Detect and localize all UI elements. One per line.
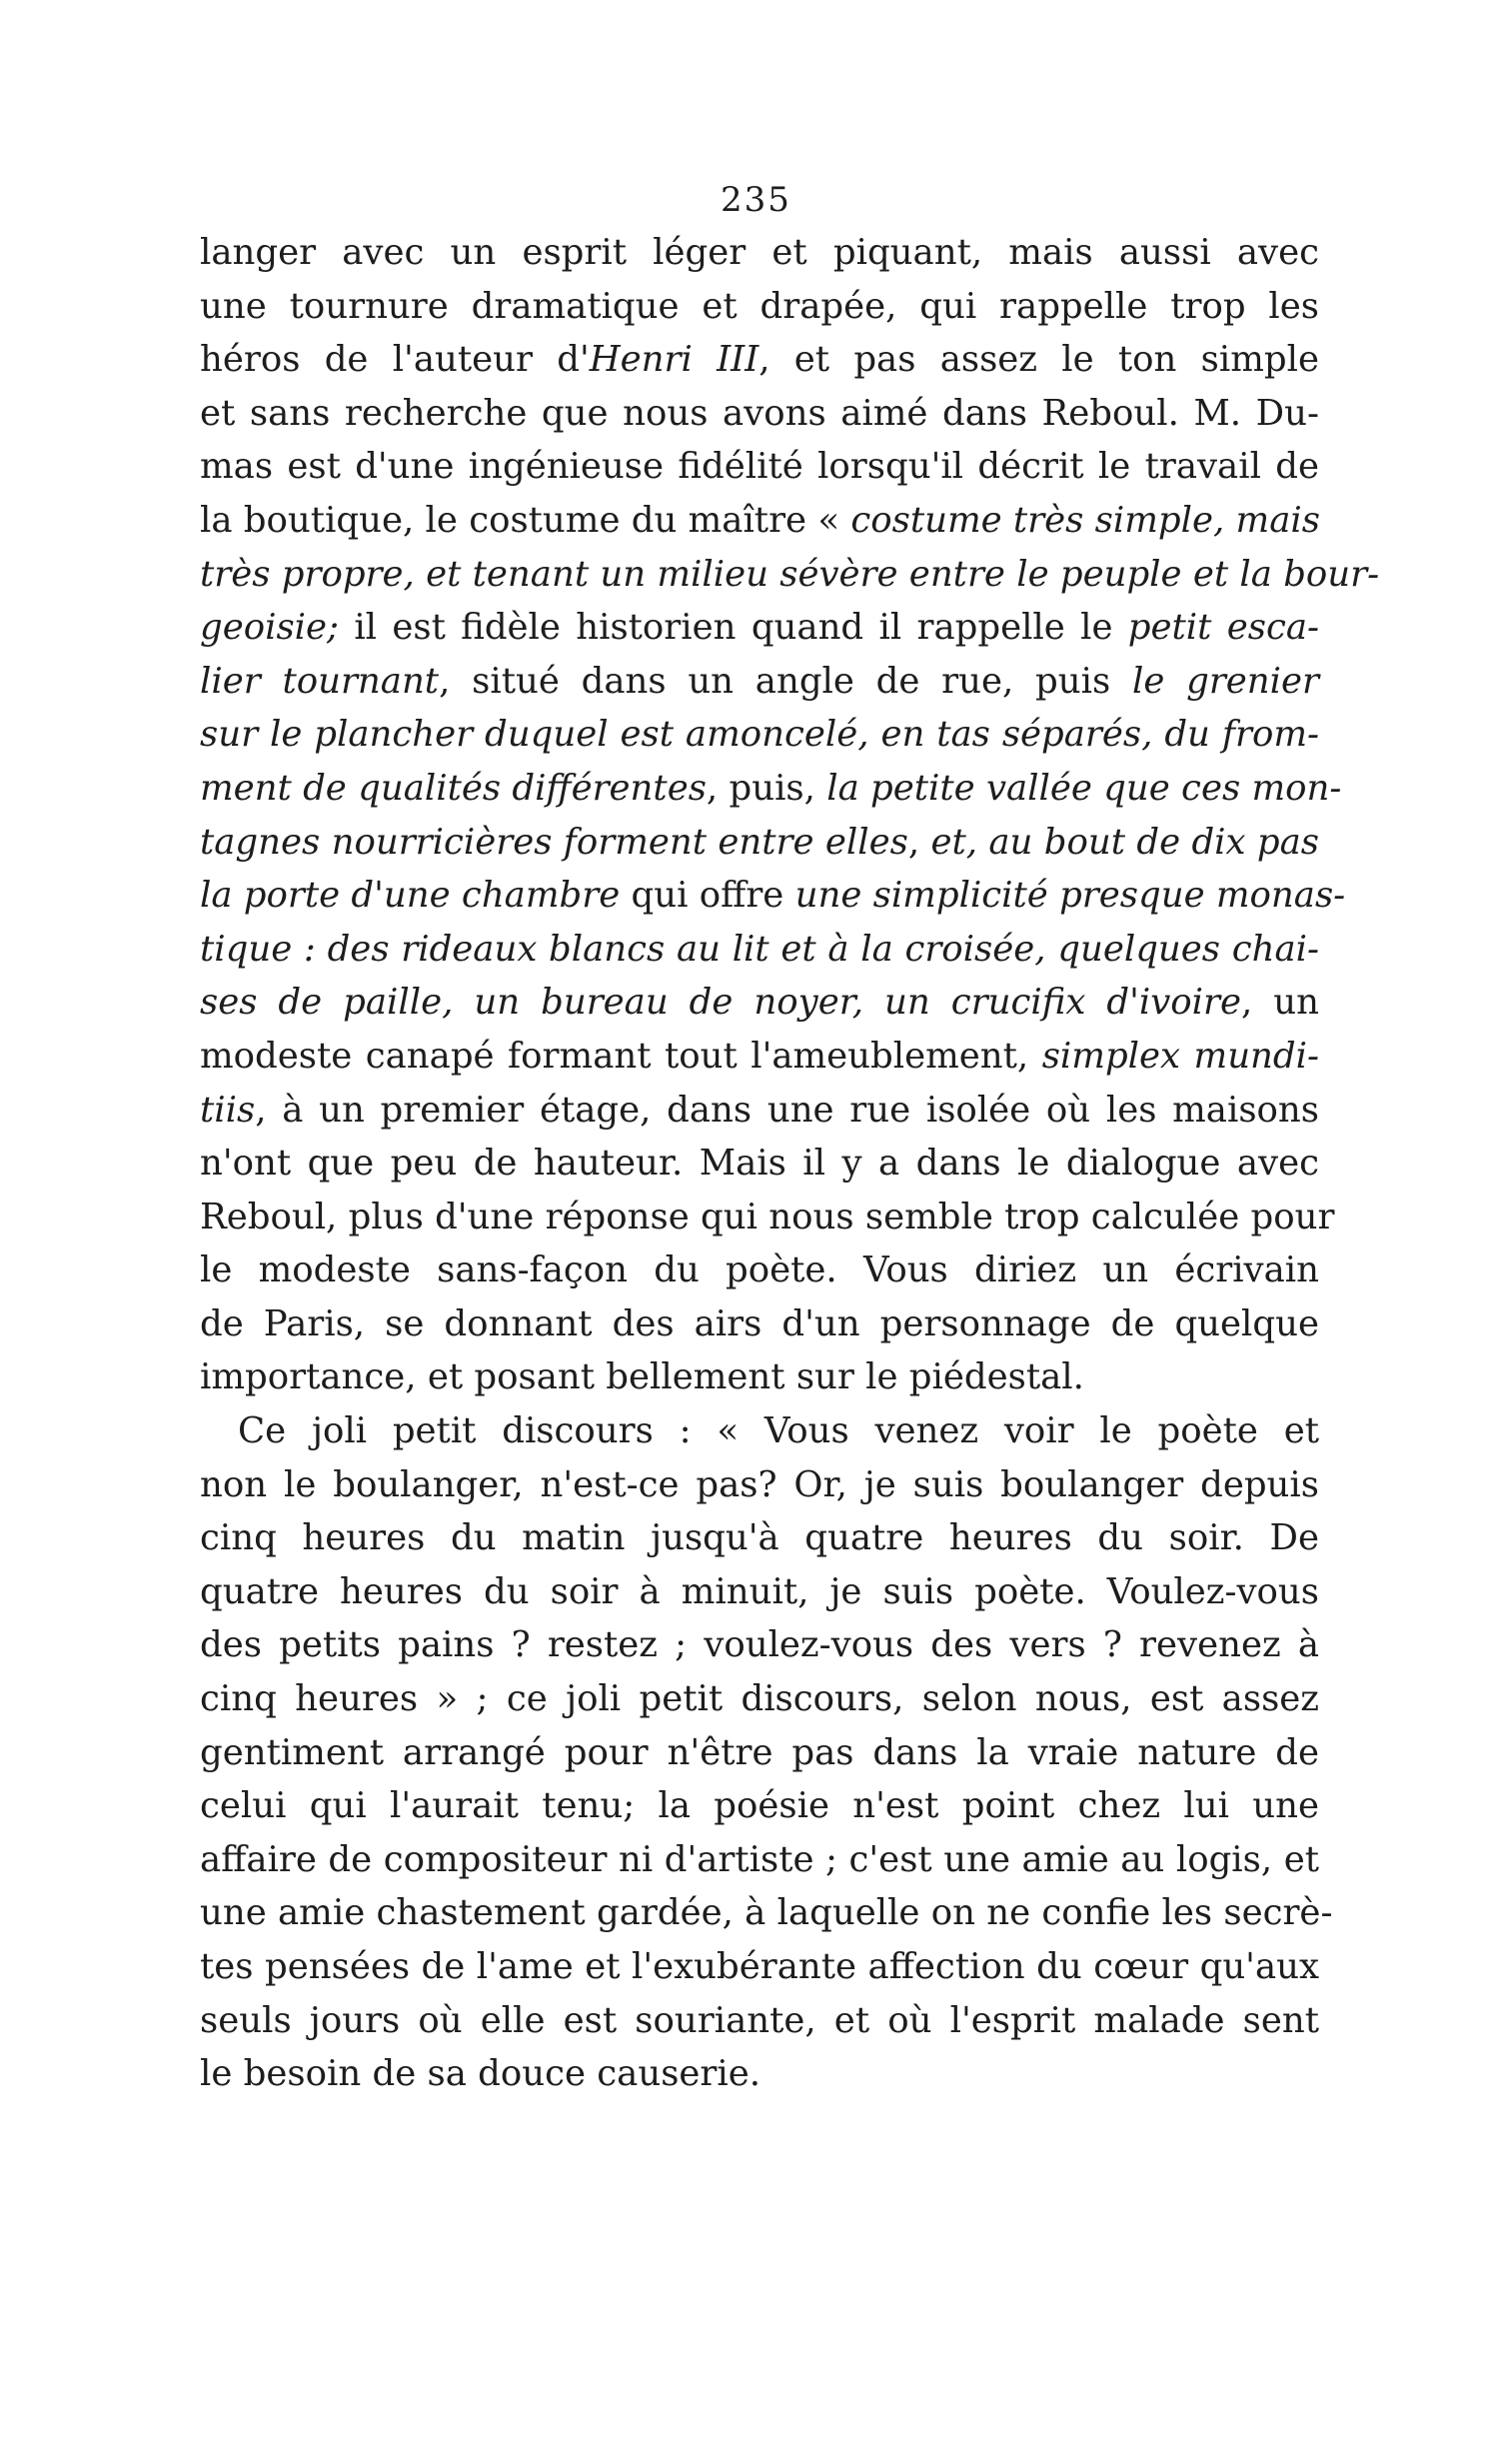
text-run: cinq heures du matin jusqu'à quatre heures du soir. De — [200, 1517, 1319, 1559]
text-run: importance, et posant bellement sur le piédestal. — [200, 1356, 1084, 1398]
italic-text: Henri III — [589, 339, 759, 381]
text-line — [200, 1940, 1319, 1994]
text-line — [200, 1030, 1319, 1084]
text-run: une tournure dramatique et drapée, qui rappelle trop les — [200, 285, 1319, 327]
text-line — [200, 1404, 1319, 1458]
text-run: héros de l'auteur d' — [200, 339, 590, 381]
text-line — [200, 1726, 1319, 1780]
italic-text: ment de qualités différentes — [200, 767, 707, 809]
text-line — [200, 762, 1342, 816]
text-run: cinq heures » ; ce joli petit discours, selon nous, est assez — [200, 1678, 1319, 1720]
text-run: Reboul, plus d'une réponse qui nous semble trop calculée pour — [200, 1196, 1335, 1237]
text-run: modeste canapé formant tout l'ameublement, — [200, 1035, 1042, 1077]
italic-text: simplex mundi- — [1041, 1035, 1319, 1077]
text-run: , puis, — [706, 767, 827, 809]
text-run: n'ont que peu de hauteur. Mais il y a dans le dialogue avec — [200, 1143, 1319, 1185]
text-run: , et pas assez le ton simple — [758, 339, 1319, 381]
text-run: gentiment arrangé pour n'être pas dans la vraie nature de — [200, 1731, 1319, 1773]
text-line — [200, 816, 1319, 870]
text-run: , à un premier étage, dans une rue isolée où les maisons — [255, 1089, 1319, 1131]
text-line — [200, 1243, 1319, 1297]
italic-text: une simplicité presque monas- — [794, 875, 1346, 917]
text-line — [200, 1886, 1333, 1940]
text-line — [200, 708, 1319, 762]
text-run: , — [907, 821, 931, 863]
text-line — [200, 333, 1319, 387]
text-line — [200, 1618, 1319, 1672]
italic-text: tique : des rideaux blancs au lit et à la croisée, quelques chai- — [200, 928, 1319, 970]
text-run: , situé dans un angle de rue, puis — [439, 660, 1132, 702]
text-line — [200, 1672, 1319, 1726]
text-run: le modeste sans-façon du poète. Vous diriez un écrivain — [200, 1249, 1319, 1291]
text-run: seuls jours où elle est souriante, et où l'esprit malade sent — [200, 1999, 1319, 2041]
italic-text: lier tournant — [200, 660, 440, 702]
text-line — [200, 280, 1319, 334]
text-run: mas est d'une ingénieuse fidélité lorsqu'il décrit le travail de — [200, 446, 1319, 488]
text-run: tes pensées de l'ame et l'exubérante affection du cœur qu'aux — [200, 1946, 1319, 1987]
italic-text: tiis — [200, 1089, 256, 1131]
text-line — [200, 1137, 1319, 1191]
text-run: celui qui l'aurait tenu; la poésie n'est point chez lui une — [200, 1785, 1319, 1827]
italic-text: la porte d'une chambre — [200, 875, 621, 917]
text-line — [200, 923, 1319, 977]
text-line — [200, 1350, 1319, 1404]
page-number: 235 — [721, 180, 791, 220]
text-line — [200, 2047, 1319, 2101]
body-text — [200, 226, 1380, 2101]
text-line — [200, 655, 1319, 709]
text-line — [200, 1994, 1319, 2048]
text-line — [200, 1458, 1319, 1512]
text-line — [200, 226, 1319, 280]
text-run: non le boulanger, n'est-ce pas? Or, je suis boulanger depuis — [200, 1463, 1319, 1505]
italic-text: tagnes nourricières forment entre elles — [200, 821, 908, 863]
italic-text: très propre, et tenant un milieu sévère entre le peuple et la bour- — [200, 553, 1380, 595]
text-run: et sans recherche que nous avons aimé dans Reboul. M. Du- — [200, 392, 1319, 434]
text-line — [200, 440, 1319, 494]
text-line — [200, 1565, 1319, 1619]
text-line — [200, 1191, 1335, 1244]
text-line — [200, 1779, 1319, 1833]
italic-text: geoisie; — [200, 607, 340, 649]
italic-text: la petite vallée que ces mon- — [826, 767, 1342, 809]
italic-text: sur le plancher duquel est amoncelé, en tas séparés, du from- — [200, 714, 1319, 756]
text-line — [200, 494, 1319, 548]
text-line — [200, 548, 1380, 602]
text-run: une amie chastement gardée, à laquelle on ne confie les secrè- — [200, 1892, 1333, 1934]
text-line — [200, 869, 1346, 923]
text-run: le besoin de sa douce causerie. — [200, 2053, 761, 2095]
italic-text: et, au bout de dix pas — [930, 821, 1319, 863]
italic-text: ses de paille, un bureau de noyer, un crucifix d'ivoire — [200, 982, 1241, 1024]
text-run: Ce joli petit discours : « Vous venez voir le poète et — [238, 1410, 1319, 1452]
italic-text: costume très simple, mais — [850, 499, 1320, 541]
text-run: la boutique, le costume du maître « — [200, 499, 851, 541]
text-line — [200, 601, 1319, 655]
text-line — [200, 1833, 1319, 1887]
text-run: langer avec un esprit léger et piquant, mais aussi avec — [200, 232, 1319, 273]
text-run: qui offre — [620, 875, 795, 917]
text-run: affaire de compositeur ni d'artiste ; c'est une amie au logis, et — [200, 1838, 1319, 1880]
text-run: il est fidèle historien quand il rappelle le — [339, 607, 1128, 649]
text-run: des petits pains ? restez ; voulez-vous des vers ? revenez à — [200, 1624, 1319, 1666]
text-line — [200, 1297, 1319, 1351]
text-run: , un — [1241, 982, 1319, 1024]
text-line — [200, 976, 1319, 1030]
text-run: quatre heures du soir à minuit, je suis poète. Voulez-vous — [200, 1570, 1319, 1612]
text-line — [200, 1511, 1319, 1565]
italic-text: le grenier — [1131, 660, 1320, 702]
text-line — [200, 387, 1319, 441]
text-run: de Paris, se donnant des airs d'un personnage de quelque — [200, 1302, 1319, 1344]
italic-text: petit esca- — [1127, 607, 1319, 649]
text-line — [200, 1084, 1319, 1138]
